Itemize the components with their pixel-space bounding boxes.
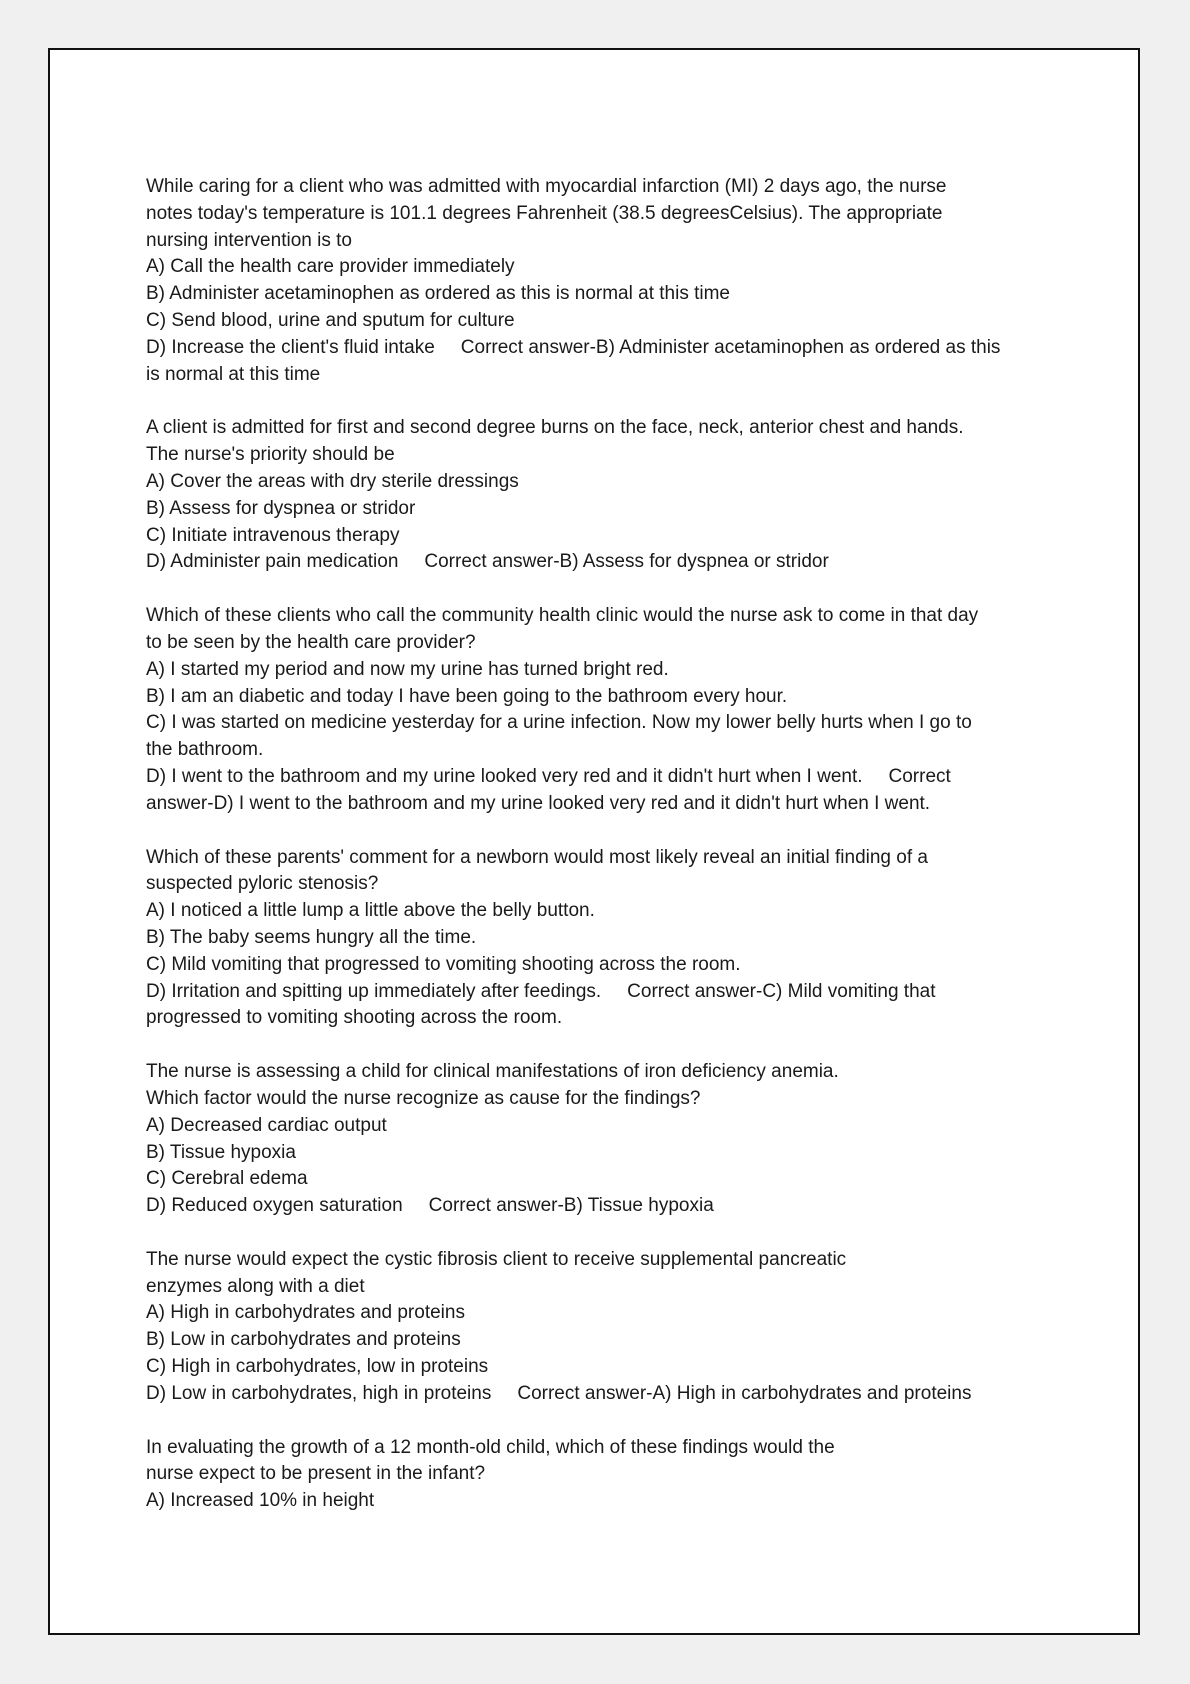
answer-option: D) Irritation and spitting up immediately after feedings. — [146, 980, 602, 1002]
question-block — [146, 1435, 1106, 1515]
answer-option: C) High in carbohydrates, low in proteins — [146, 1356, 489, 1378]
question-block — [146, 1247, 1106, 1408]
question-stem-line: notes today's temperature is 101.1 degrees Fahrenheit (38.5 degreesCelsius). The appropriate — [146, 202, 943, 224]
answer-option: A) Call the health care provider immediately — [146, 256, 515, 278]
answer-option-with-correct-answer — [146, 335, 1106, 362]
answer-option: D) Low in carbohydrates, high in proteins — [146, 1382, 492, 1404]
correct-answer: Correct — [888, 765, 951, 787]
answer-option-with-correct-answer — [146, 549, 1106, 576]
answer-option: B) The baby seems hungry all the time. — [146, 926, 477, 948]
correct-answer: Correct answer-B) Assess for dyspnea or stridor — [424, 551, 829, 573]
correct-answer: Correct answer-A) High in carbohydrates and proteins — [517, 1382, 972, 1404]
answer-option: the bathroom. — [146, 739, 264, 761]
correct-answer-continued: progressed to vomiting shooting across the room. — [146, 1007, 563, 1029]
answer-option: D) Administer pain medication — [146, 551, 399, 573]
answer-option: D) Reduced oxygen saturation — [146, 1195, 403, 1217]
answer-option: B) Low in carbohydrates and proteins — [146, 1329, 461, 1351]
document-page — [48, 48, 1140, 1635]
answer-option: A) Decreased cardiac output — [146, 1114, 387, 1136]
correct-answer-continued: is normal at this time — [146, 363, 321, 385]
question-stem-line: to be seen by the health care provider? — [146, 631, 476, 653]
answer-option: D) Increase the client's fluid intake — [146, 336, 435, 358]
question-stem-line: The nurse would expect the cystic fibrosis client to receive supplemental pancreatic — [146, 1248, 847, 1270]
answer-option: A) I noticed a little lump a little above the belly button. — [146, 900, 595, 922]
question-stem-line: In evaluating the growth of a 12 month-old child, which of these findings would the — [146, 1436, 835, 1458]
question-stem-line: nursing intervention is to — [146, 229, 352, 251]
answer-option: B) I am an diabetic and today I have been going to the bathroom every hour. — [146, 685, 788, 707]
question-block — [146, 845, 1106, 1033]
answer-option: C) Initiate intravenous therapy — [146, 524, 400, 546]
question-stem-line: enzymes along with a diet — [146, 1275, 365, 1297]
answer-option: D) I went to the bathroom and my urine looked very red and it didn't hurt when I went. — [146, 765, 863, 787]
answer-option: A) I started my period and now my urine has turned bright red. — [146, 658, 669, 680]
answer-option: C) I was started on medicine yesterday for a urine infection. Now my lower belly hurts when I go to — [146, 712, 972, 734]
correct-answer: Correct answer-B) Tissue hypoxia — [428, 1195, 714, 1217]
answer-option-with-correct-answer — [146, 979, 1106, 1006]
answer-option: A) High in carbohydrates and proteins — [146, 1302, 465, 1324]
question-stem-line: The nurse is assessing a child for clinical manifestations of iron deficiency anemia. — [146, 1061, 839, 1083]
question-block — [146, 603, 1106, 817]
answer-option: B) Administer acetaminophen as ordered as this is normal at this time — [146, 283, 730, 305]
correct-answer-continued: answer-D) I went to the bathroom and my urine looked very red and it didn't hurt when I went. — [146, 792, 931, 814]
answer-option-with-correct-answer — [146, 1193, 1106, 1220]
answer-option-with-correct-answer — [146, 1381, 1106, 1408]
question-stem-line: suspected pyloric stenosis? — [146, 873, 379, 895]
answer-option: C) Send blood, urine and sputum for culture — [146, 309, 515, 331]
answer-option: A) Cover the areas with dry sterile dressings — [146, 470, 519, 492]
question-block — [146, 1059, 1106, 1220]
answer-option: A) Increased 10% in height — [146, 1490, 375, 1512]
question-block — [146, 415, 1106, 576]
document-content — [146, 174, 1106, 1542]
question-stem-line: Which of these parents' comment for a newborn would most likely reveal an initial finding of a — [146, 846, 928, 868]
answer-option: C) Cerebral edema — [146, 1168, 308, 1190]
question-stem-line: Which factor would the nurse recognize as cause for the findings? — [146, 1087, 701, 1109]
answer-option: B) Assess for dyspnea or stridor — [146, 497, 416, 519]
question-stem-line: nurse expect to be present in the infant? — [146, 1463, 486, 1485]
question-stem-line: The nurse's priority should be — [146, 444, 395, 466]
answer-option: C) Mild vomiting that progressed to vomiting shooting across the room. — [146, 953, 741, 975]
question-stem-line: Which of these clients who call the community health clinic would the nurse ask to come in that day — [146, 605, 979, 627]
question-block — [146, 174, 1106, 388]
answer-option: B) Tissue hypoxia — [146, 1141, 296, 1163]
question-stem-line: A client is admitted for first and second degree burns on the face, neck, anterior chest and hands. — [146, 417, 964, 439]
question-stem-line: While caring for a client who was admitted with myocardial infarction (MI) 2 days ago, the nurse — [146, 176, 947, 197]
correct-answer: Correct answer-C) Mild vomiting that — [627, 980, 936, 1002]
correct-answer: Correct answer-B) Administer acetaminophen as ordered as this — [460, 336, 1001, 358]
answer-option-with-correct-answer — [146, 764, 1106, 791]
